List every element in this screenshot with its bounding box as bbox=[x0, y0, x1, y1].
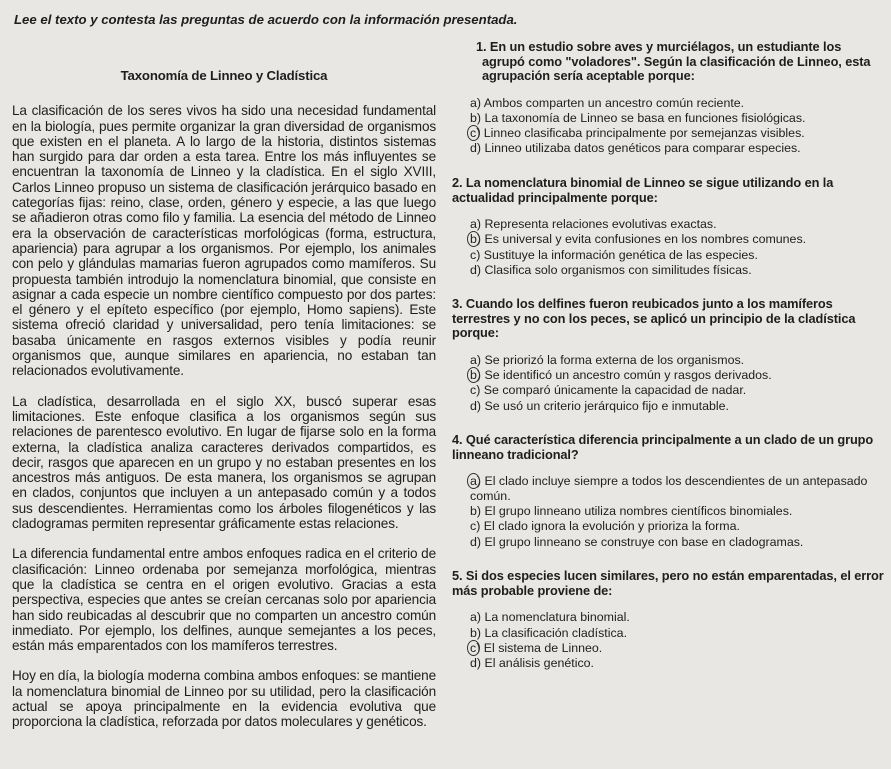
question-4-options bbox=[452, 474, 884, 549]
option-3d[interactable]: d) Se usó un criterio jerárquico fijo e inmutable. bbox=[470, 398, 729, 413]
question-2-options bbox=[452, 217, 884, 277]
option-4d[interactable]: d) El grupo linneano se construye con base en cladogramas. bbox=[470, 534, 804, 549]
reading-paragraph-4: Hoy en día, la biología moderna combina ambos enfoques: se mantiene la nomenclatura binomial de Linneo por su utilidad, pero la clasificación actual se apoya principalmente en la evidencia evolutiva que proporciona la cladística, reforzada por datos moleculares y genéticos. bbox=[12, 668, 436, 730]
question-2: 2. La nomenclatura binomial de Linneo se sigue utilizando en la actualidad principalmente porque: bbox=[452, 174, 834, 205]
question-3-options bbox=[452, 353, 884, 413]
reading-passage bbox=[12, 68, 436, 745]
question-5: 5. Si dos especies lucen similares, pero no están emparentadas, el error más probable proviene de: bbox=[452, 568, 884, 598]
question-4: 4. Qué característica diferencia principalmente a un clado de un grupo linneano tradicional? bbox=[452, 432, 874, 462]
selected-answer-circle bbox=[467, 640, 480, 656]
option-2b[interactable]: b) Es universal y evita confusiones en los nombres comunes. bbox=[470, 232, 884, 247]
option-4c[interactable]: c) El clado ignora la evolución y prioriza la forma. bbox=[470, 519, 740, 534]
option-5a[interactable]: a) La nomenclatura binomial. bbox=[470, 610, 630, 625]
option-5c[interactable]: c) El sistema de Linneo. bbox=[470, 641, 884, 656]
option-2a[interactable]: a) Representa relaciones evolutivas exactas. bbox=[470, 217, 717, 232]
reading-paragraph-2: La cladística, desarrollada en el siglo XX, buscó superar esas limitaciones. Este enfoque clasifica a los organismos según sus relaciones de parentesco evolutivo. En lugar de fijarse solo en la forma externa, la cladística analiza caracteres derivados compartidos, es decir, rasgos que aparecen en un grupo y no estaban presentes en los ancestros más antiguos. De esta manera, los organismos se agrupan en clados, conjuntos que incluyen a un antepasado común y a todos sus descendientes. Herramientas como los árboles filogenéticos y las cladogramas permiten representar gráficamente estas relaciones. bbox=[12, 393, 436, 532]
option-2d[interactable]: d) Clasifica solo organismos con similitudes físicas. bbox=[470, 262, 752, 277]
option-5d[interactable]: d) El análisis genético. bbox=[470, 655, 594, 670]
question-3: 3. Cuando los delfines fueron reubicados junto a los mamíferos terrestres y no con los peces, se aplicó un principio de la cladística porque: bbox=[452, 296, 856, 341]
questions-column bbox=[452, 40, 884, 691]
option-5b[interactable]: b) La clasificación cladística. bbox=[470, 625, 628, 640]
option-3c[interactable]: c) Se comparó únicamente la capacidad de nadar. bbox=[470, 383, 747, 398]
option-1a[interactable]: a) Ambos comparten un ancestro común reciente. bbox=[470, 95, 745, 110]
question-1-options bbox=[452, 96, 884, 156]
question-1: 1. En un estudio sobre aves y murciélagos, un estudiante los agrupó como "voladores". Según la clasificación de Linneo, esta agrupación sería aceptable porque: bbox=[476, 39, 871, 84]
option-3a[interactable]: a) Se priorizó la forma externa de los organismos. bbox=[470, 353, 745, 368]
reading-title: Taxonomía de Linneo y Cladística bbox=[120, 68, 328, 83]
reading-paragraph-3: La diferencia fundamental entre ambos enfoques radica en el criterio de clasificación: Linneo ordenaba por semejanza morfológica, mientras que la cladística se centra en el origen evolutivo. Gracias a esta perspectiva, especies que antes se creían cercanas solo por apariencia han sido reubicadas al descubrir que no comparten un ancestro común inmediato. Por ejemplo, los delfines, aunque semejantes a los peces, están más emparentados con los mamíferos terrestres. bbox=[12, 546, 436, 654]
option-4a[interactable]: a) El clado incluye siempre a todos los descendientes de un antepasado común. bbox=[470, 474, 884, 503]
option-1c[interactable]: c) Linneo clasificaba principalmente por semejanzas visibles. bbox=[470, 126, 884, 141]
option-2c[interactable]: c) Sustituye la información genética de las especies. bbox=[470, 247, 758, 262]
option-4b[interactable]: b) El grupo linneano utiliza nombres científicos binomiales. bbox=[470, 504, 793, 519]
option-1b[interactable]: b) La taxonomía de Linneo se basa en funciones fisiológicas. bbox=[470, 110, 806, 125]
option-1d[interactable]: d) Linneo utilizaba datos genéticos para comparar especies. bbox=[470, 141, 801, 156]
question-5-options bbox=[452, 610, 884, 670]
reading-paragraph-1: La clasificación de los seres vivos ha sido una necesidad fundamental en la biología, pues permite organizar la gran diversidad de organismos que existen en el planeta. A lo largo de la historia, distintos sistemas han surgido para dar orden a esta tarea. Entre los más influyentes se encuentran la taxonomía de Linneo y la cladística. En el siglo XVIII, Carlos Linneo propuso un sistema de clasificación jerárquico basado en categorías fijas: reino, clase, orden, género y especie, a las que luego se añadieron otras como filo y familia. La esencia del método de Linneo era la observación de características morfológicas (forma, estructura, apariencia) para agrupar a los organismos. Por ejemplo, los animales con pelo y glándulas mamarias fueron agrupados como mamíferos. Su propuesta también introdujo la nomenclatura binomial, que consiste en asignar a cada especie un nombre científico compuesto por dos partes: el género y el epíteto específico (por ejemplo, Homo sapiens). Este sistema ofreció claridad y universalidad, pero tenía limitaciones: se basaba únicamente en rasgos externos visibles y podía reunir organismos que, aunque similares en apariencia, no estaban tan relacionados evolutivamente. bbox=[12, 103, 436, 379]
instructions: Lee el texto y contesta las preguntas de acuerdo con la información presentada. bbox=[14, 12, 518, 27]
option-3b[interactable]: b) Se identificó un ancestro común y rasgos derivados. bbox=[470, 368, 884, 383]
